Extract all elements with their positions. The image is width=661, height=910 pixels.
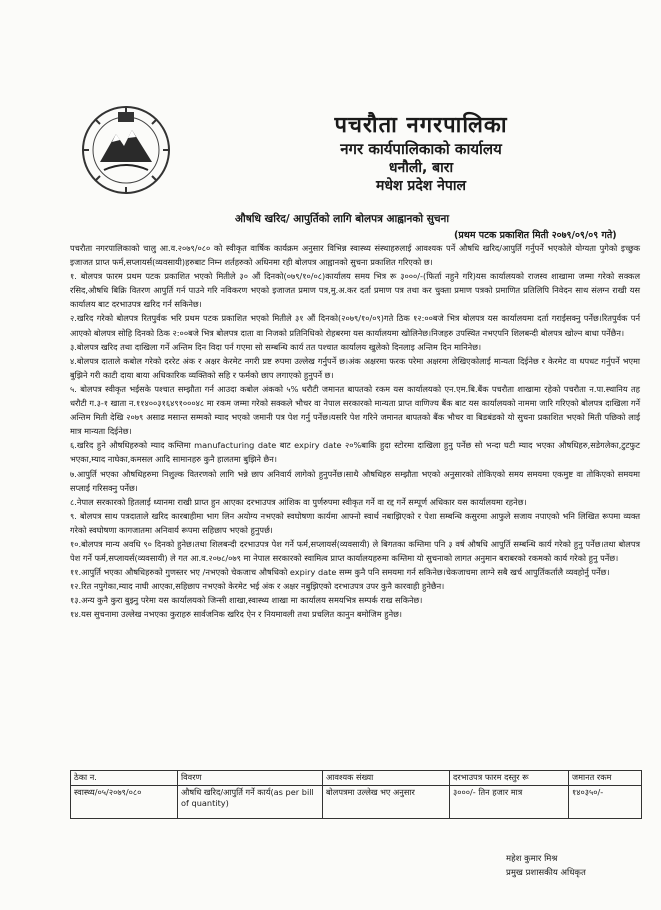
table-row	[71, 786, 642, 819]
signatory-name: महेश कुमार मिश्र	[506, 854, 558, 864]
letterhead	[286, 112, 556, 195]
notice-subtitle: (प्रथम पटक प्रकाशित मिती २०७९/०९/०९ गते)	[454, 230, 617, 241]
clause-11: ११.आपुर्ति भएका औषधिहरुको गुणस्तर भए /नभएको चेकजाच औषधिको expiry date सम्म कुनै पनि समयमा गर्न सकिनेछ।चेकजाचमा लाग्ने सबै खर्च आपुर्तिकर्तालै व्यवहोर्नु पर्नेछ।	[70, 567, 610, 578]
column-header: जमानत रकम	[569, 771, 642, 786]
clause-14: १४.यस सुचनामा उल्लेख नभएका कुराहरु सार्वजनिक खरिद ऐन र नियमावली तथा प्रचलित कानुन बमोजिम हुनेछ।	[70, 609, 402, 620]
clause-8: ८.नेपाल सरकारको हितलाई ध्यानमा राखी प्राप्त हुन आएका दरभाउपत्र आंशिक वा पुर्णरुपमा स्वीकृत गर्ने वा रद्द गर्ने सम्पूर्ण अधिकार यस कार्यालयमा रहनेछ।	[70, 496, 527, 507]
column-header: विवरण	[178, 771, 323, 786]
table-header-row	[71, 771, 642, 786]
signature-block	[506, 852, 586, 880]
table-cell: स्वास्थ्य/०५/२०७९/०८०	[71, 786, 178, 819]
clause-10: १०.बोलपत्र मान्य अवधि ९० दिनको हुनेछ।तथा शिलबन्दी दरभाउपत्र पेश गर्ने फर्म,सप्लायर्स(व्यवसायी) ले बिगतका कम्तिमा पनि ३ वर्ष औषधि आपुर्ति सम्बन्धि कार्य गरेको हुनु पर्नेछ।तथा बोलपत्र पेश गर्ने फर्म,सप्लायर्स(व्यवसायी) ले गत आ.व.२०७८/०७९ मा नेपाल सरकारको स्वामित्व प्राप्त कार्यालयहरुमा कम्तिमा यो सुचनाको लागत अनुमान बराबरको रकमको कार्य गरेको हुनु पर्नेछ।	[70, 538, 640, 564]
table-cell: बोलपत्रमा उल्लेख भए अनुसार	[323, 786, 450, 819]
signatory-role: प्रमुख प्रशासकीय अधिकृत	[506, 868, 586, 878]
clause-7: ७.आपुर्ति भएका औषधिहरुमा निशुल्क वितरणको लागि भन्ने छाप अनिवार्य लागेको हुनुपर्नेछ।साथै औषधिहरु सम्झौता भएको अनुसारको तोकिएको समय समयमा एकमुष्ट वा तोकिएको समयमा सप्लाई गरिसक्नु पर्नेछ।	[70, 468, 640, 493]
municipality-emblem-logo	[80, 104, 172, 196]
clause-2: २.खरिद गरेको बोलपत्र रितपुर्वक भरि प्रथम पटक प्रकाशित भएको मितीले ३१ औं दिनको(२०७९/१०/०९)गते ठिक १२:००बजे भित्र बोलपत्र यस कार्यालयमा दर्ता गराईसक्नु पर्नेछ।रितपुर्वक पर्न आएको बोलपत्र सोहि दिनको ठिक २:००बजे भित्र बोलपत्र दाता वा निजको प्रतिनिधिको रोहबरमा यस कार्यालयमा खोलिनेछ।निजहरु उपस्थित नभएपनि शिलबन्दी बोलपत्र खोल्न बाधा पर्नेछैन।	[70, 313, 640, 338]
org-name: पचरौता नगरपालिका	[334, 113, 508, 138]
clause-9: ९. बोलपत्र साथ पत्रदाताले खरिद कारबाहीमा भाग लिन अयोग्य नभएको स्वघोषणा कार्यमा आफ्नो स्वार्थ नबाझिएको र पेशा सम्बन्धि कसुरमा आफुले सजाय नपाएको भनि लिखित रूपमा व्यक्त गरेको स्वघोषणा कागजातमा अनिवार्य रूपमा सहिछाप भएको हुनुपर्छ।	[70, 510, 640, 535]
clause-12: १२.रित नपुगेका,म्याद नाघी आएका,सहिछाप नभएको केरमेट भई अंक र अक्षर नबुझिएको दरभाउपत्र उपर कुनै कारवाही हुनेछैन।	[70, 581, 445, 592]
province-name: मधेश प्रदेश नेपाल	[375, 178, 466, 194]
contract-table	[70, 770, 642, 819]
column-header: आवश्यक संख्या	[323, 771, 450, 786]
clause-1: १. बोलपत्र फारम प्रथम पटक प्रकाशित भएको मितीले ३० औं दिनको(०७९/१०/०८)कार्यालय समय भित्र रू ३०००/-(फिर्ता नहुने गरि)यस कार्यालयको राजस्व शाखामा जम्मा गरेको सक्कल रसिद,औषधि बिक्रि वितरण आपुर्ति गर्न पाउने गरि नविकरण भएको इजाजत प्रमाण पत्र,मु.अ.कर दर्ता प्रमाण पत्र तथा कर चुक्ता प्रमाण पत्रको प्रमाणित प्रतिलिपि निवेदन साथ संलग्न राखी यस कार्यालय बाट दरभाउपत्र खरिद गर्न सकिनेछ।	[70, 271, 640, 310]
clause-6: ६.खरिद हुने औषधिहरुको म्याद कम्तिमा manufacturing date बाट expiry date २०%बाकि हुदा स्टोरमा दाखिला हुनु पर्नेछ सो भन्दा घटी म्याद भएका औषधिहरु,सडेगलेका,टुटफुट भएका,म्याद नाघेका,कमसल आदि सामानहरु कुनै हालतमा बुझिने छैन।	[70, 440, 640, 465]
clause-4: ४.बोलपत्र दाताले कबोल गरेको दररेट अंक र अक्षर केरमेट नगरी प्रष्ट रुपमा उल्लेख गर्नुपर्ने छ।अंक अक्षरमा फरक परेमा अक्षरमा लेखिएकोलाई मान्यता दिईनेछ र केरमेट वा धपधट गर्नुपर्ने भएमा बुझिने गरी काटी दाया बाया अधिकारिक व्यक्तिको सहि र फर्मको छाप लगाएको हुनुपर्ने छ।	[70, 355, 640, 380]
table-cell: औषधि खरिद/आपुर्ति गर्ने कार्य(as per bill of quantity)	[178, 786, 323, 819]
clause-3: ३.बोलपत्र खरिद तथा दाखिला गर्ने अन्तिम दिन विदा पर्न गएमा सो सम्बन्धि कार्य तत पश्चात कार्यालय खुलेको दिनलाइ अन्तिम दिन मानिनेछ।	[70, 341, 482, 352]
clause-5: ५. बोलपत्र स्वीकृत भईसके पश्चात सम्झौता गर्न आउदा कबोल अंकको ५% धरौटी जमानत बापतको रकम यस कार्यालयको एन.एम.बि.बैंक पचरौता शाखामा रहेको पचरौता न.पा.स्थानिय तह धरौटी ग.३-१ खाता न.११४००३१६४९१०००४८ मा रकम जम्मा गरेको सक्कले भौचर वा नेपाल सरकारको मान्यता प्राप्त वाणिज्य बैंक बाट यस कार्यालयको नाममा जारि गरिएको बोलपत्र दाखिला गर्ने अन्तिम मिती देखि २०७९ असाढ मसान्त सम्मको म्याद भएको जमानी पत्र पेश गर्नु पर्नेछ।यसरि पेश गरिने जमानत बापतको बैंक भौचर वा बिडबंडको यो सुचना प्रकाशित भएको मिती पछिको लाई मात्र मान्यता दिईनेछ।	[70, 383, 640, 437]
clause-13: १३.अन्य कुनै कुरा बुझ्नु परेमा यस कार्यालयको जिन्सी शाखा,स्वास्थ्य शाखा मा कार्यालय समयभित्र सम्पर्क राख सकिनेछ।	[70, 595, 423, 606]
notice-body	[70, 241, 640, 622]
table-cell: ३०००/- तिन हजार मात्र	[450, 786, 569, 819]
table-cell: १४०३५०/-	[569, 786, 642, 819]
notice-title: औषधि खरिद/ आपुर्तिको लागि बोलपत्र आह्वानको सुचना	[235, 213, 450, 225]
office-place: धनौली, बारा	[388, 160, 454, 176]
office-name: नगर कार्यपालिकाको कार्यालय	[340, 140, 502, 158]
intro-paragraph: पचरौता नगरपालिकाको चालु आ.व.२०७९/०८० को स्वीकृत वार्षिक कार्यक्रम अनुसार विभिन्न स्वास्थ्य संस्थाहरुलाई आवश्यक पर्ने औषधि खरिद/आपुर्ति गर्नुपर्ने भएकोले योग्यता पुगेको इच्छुक इजाजत प्राप्त फर्म,सप्लायर्स(व्यवसायी)हरुबाट निम्न शर्तहरुको अधिनमा रही बोलपत्र आह्वानको सुचना प्रकाशित गरिएको छ।	[70, 243, 640, 268]
column-header: ठेका न.	[71, 771, 178, 786]
column-header: दरभाउपत्र फारम दस्तुर रू	[450, 771, 569, 786]
